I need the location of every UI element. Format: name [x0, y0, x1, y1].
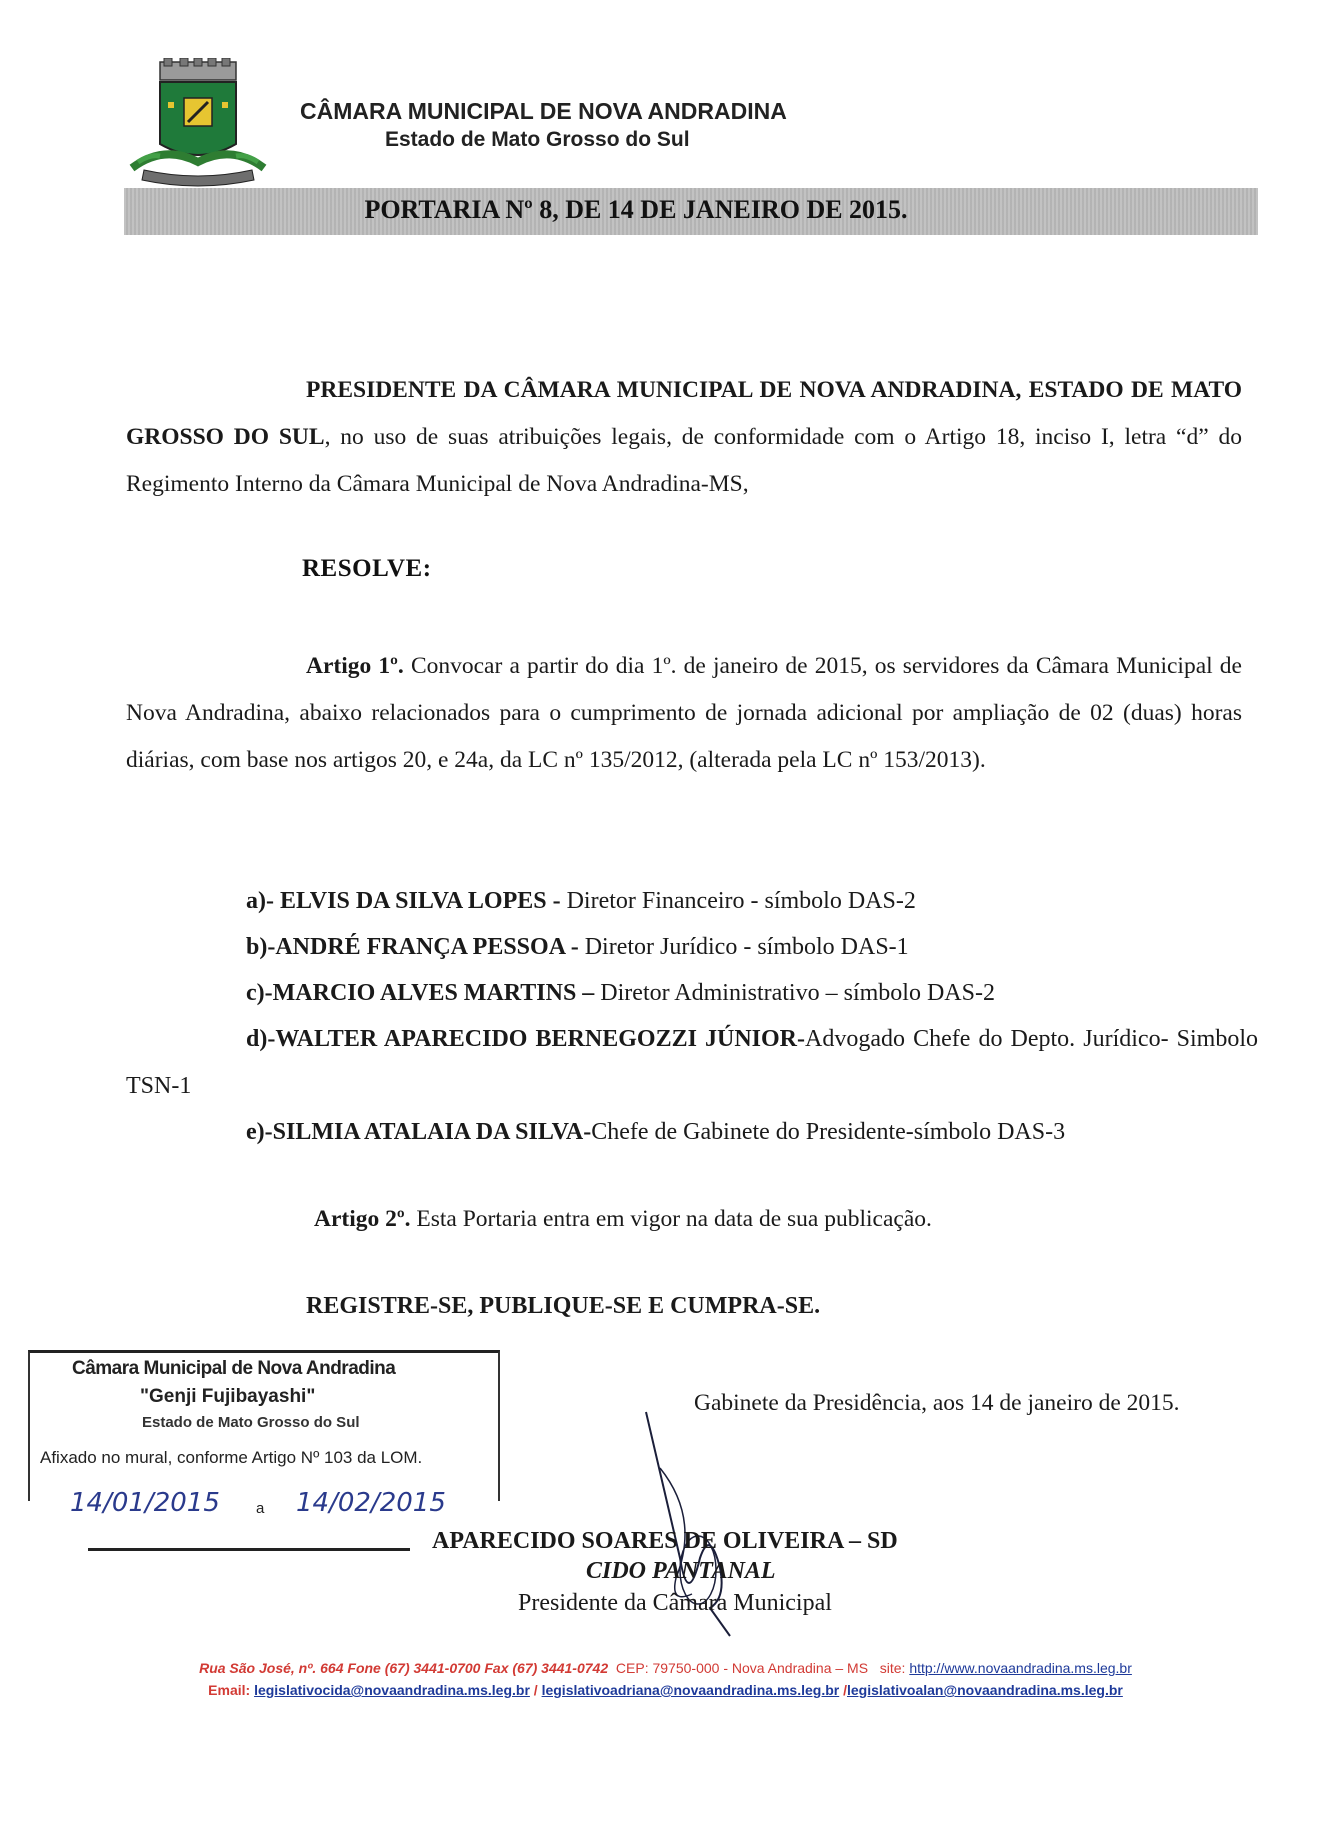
- artigo2-text: Esta Portaria entra em vigor na data de sua publicação.: [410, 1206, 932, 1232]
- item-b-label: b)-ANDRÉ FRANÇA PESSOA -: [246, 934, 579, 960]
- footer-fax: Fax (67) 3441-0742: [484, 1660, 609, 1676]
- artigo2-paragraph: [314, 1196, 1214, 1243]
- item-e-desc: Chefe de Gabinete do Presidente-símbolo DAS-3: [591, 1119, 1066, 1145]
- coat-of-arms-logo: [124, 58, 272, 188]
- stamp-affixed-note: Afixado no mural, conforme Artigo Nº 103 da LOM.: [40, 1448, 423, 1467]
- stamp-date-from: 14/01/2015: [70, 1488, 220, 1518]
- signatory-alias: CIDO PANTANAL: [586, 1558, 776, 1584]
- footer-contact-line: [118, 1660, 1213, 1676]
- list-item: [126, 924, 1242, 971]
- list-item: [126, 878, 1242, 925]
- signature-line: [88, 1548, 410, 1551]
- stamp-date-to: 14/02/2015: [296, 1488, 446, 1518]
- footer-site-label: site:: [879, 1660, 906, 1676]
- document-title: PORTARIA Nº 8, DE 14 DE JANEIRO DE 2015.: [364, 195, 908, 224]
- artigo1-paragraph: [126, 643, 1242, 784]
- stamp-building: "Genji Fujibayashi": [140, 1386, 316, 1407]
- list-item: [126, 1016, 1258, 1110]
- preamble-text: , no uso de suas atribuições legais, de conformidade com o Artigo 18, inciso I, letra “d” do Regimento Interno da Câmara Municipal de Nova Andradina-MS,: [126, 424, 1242, 497]
- resolve-heading: RESOLVE:: [302, 555, 432, 582]
- stamp-separator: a: [256, 1500, 265, 1517]
- footer-email-link-1[interactable]: legislativocida@novaandradina.ms.leg.br: [254, 1682, 530, 1698]
- registre-line: REGISTRE-SE, PUBLIQUE-SE E CUMPRA-SE.: [306, 1293, 821, 1319]
- list-item: [126, 970, 1242, 1017]
- footer-site-link[interactable]: http://www.novaandradina.ms.leg.br: [909, 1660, 1132, 1676]
- artigo1-label: Artigo 1º.: [306, 653, 404, 679]
- item-b-desc: Diretor Jurídico - símbolo DAS-1: [578, 934, 909, 960]
- item-d-label: d)-WALTER APARECIDO BERNEGOZZI JÚNIOR-: [246, 1026, 805, 1052]
- stamp-state: Estado de Mato Grosso do Sul: [142, 1414, 360, 1431]
- signatory-name: APARECIDO SOARES DE OLIVEIRA – SD: [432, 1528, 898, 1554]
- list-item: [126, 1109, 1242, 1156]
- institution-name: CÂMARA MUNICIPAL DE NOVA ANDRADINA: [300, 98, 787, 124]
- preamble-bold: PRESIDENTE DA CÂMARA MUNICIPAL DE NOVA ANDRADINA, ESTADO DE MATO GROSSO DO SUL: [126, 377, 1242, 450]
- footer-email-link-2[interactable]: legislativoadriana@novaandradina.ms.leg.br: [541, 1682, 840, 1698]
- institution-state: Estado de Mato Grosso do Sul: [385, 128, 690, 151]
- footer-email-line: Email: legislativocida@novaandradina.ms.leg.br / legislativoadriana@novaandradina.ms.leg.br /legislativoalan@novaandradina.ms.leg.br: [208, 1682, 1123, 1698]
- item-c-desc: Diretor Administrativo – símbolo DAS-2: [594, 980, 995, 1006]
- item-e-label: e)-SILMIA ATALAIA DA SILVA-: [246, 1119, 592, 1145]
- item-a-desc: Diretor Financeiro - símbolo DAS-2: [560, 888, 916, 914]
- title-band: [124, 188, 1258, 235]
- footer-email-label: Email:: [208, 1682, 251, 1698]
- stamp-institution: Câmara Municipal de Nova Andradina: [72, 1358, 396, 1379]
- item-d-desc: Advogado Chefe do Depto. Jurídico- Simbolo TSN-1: [126, 1026, 1258, 1099]
- signatory-role: Presidente da Câmara Municipal: [518, 1590, 832, 1616]
- artigo2-label: Artigo 2º.: [314, 1206, 411, 1232]
- footer-email-link-3[interactable]: legislativoalan@novaandradina.ms.leg.br: [847, 1682, 1123, 1698]
- artigo1-text: Convocar a partir do dia 1º. de janeiro de 2015, os servidores da Câmara Municipal de Nova Andradina, abaixo relacionados para o cumprimento de jornada adicional por ampliação de 02 (duas) horas diárias, com base nos artigos 20, e 24a, da LC nº 135/2012, (alterada pela LC nº 153/2013).: [126, 653, 1242, 773]
- footer-address: Rua São José, nº. 664: [199, 1660, 344, 1676]
- footer-fone: Fone (67) 3441-0700: [347, 1660, 481, 1676]
- preamble-paragraph: [126, 367, 1242, 508]
- footer-cep: CEP: 79750-000 - Nova Andradina – MS: [615, 1660, 869, 1676]
- gabinete-date: Gabinete da Presidência, aos 14 de janeiro de 2015.: [694, 1390, 1180, 1416]
- item-c-label: c)-MARCIO ALVES MARTINS –: [246, 980, 595, 1006]
- item-a-label: a)- ELVIS DA SILVA LOPES -: [246, 888, 561, 914]
